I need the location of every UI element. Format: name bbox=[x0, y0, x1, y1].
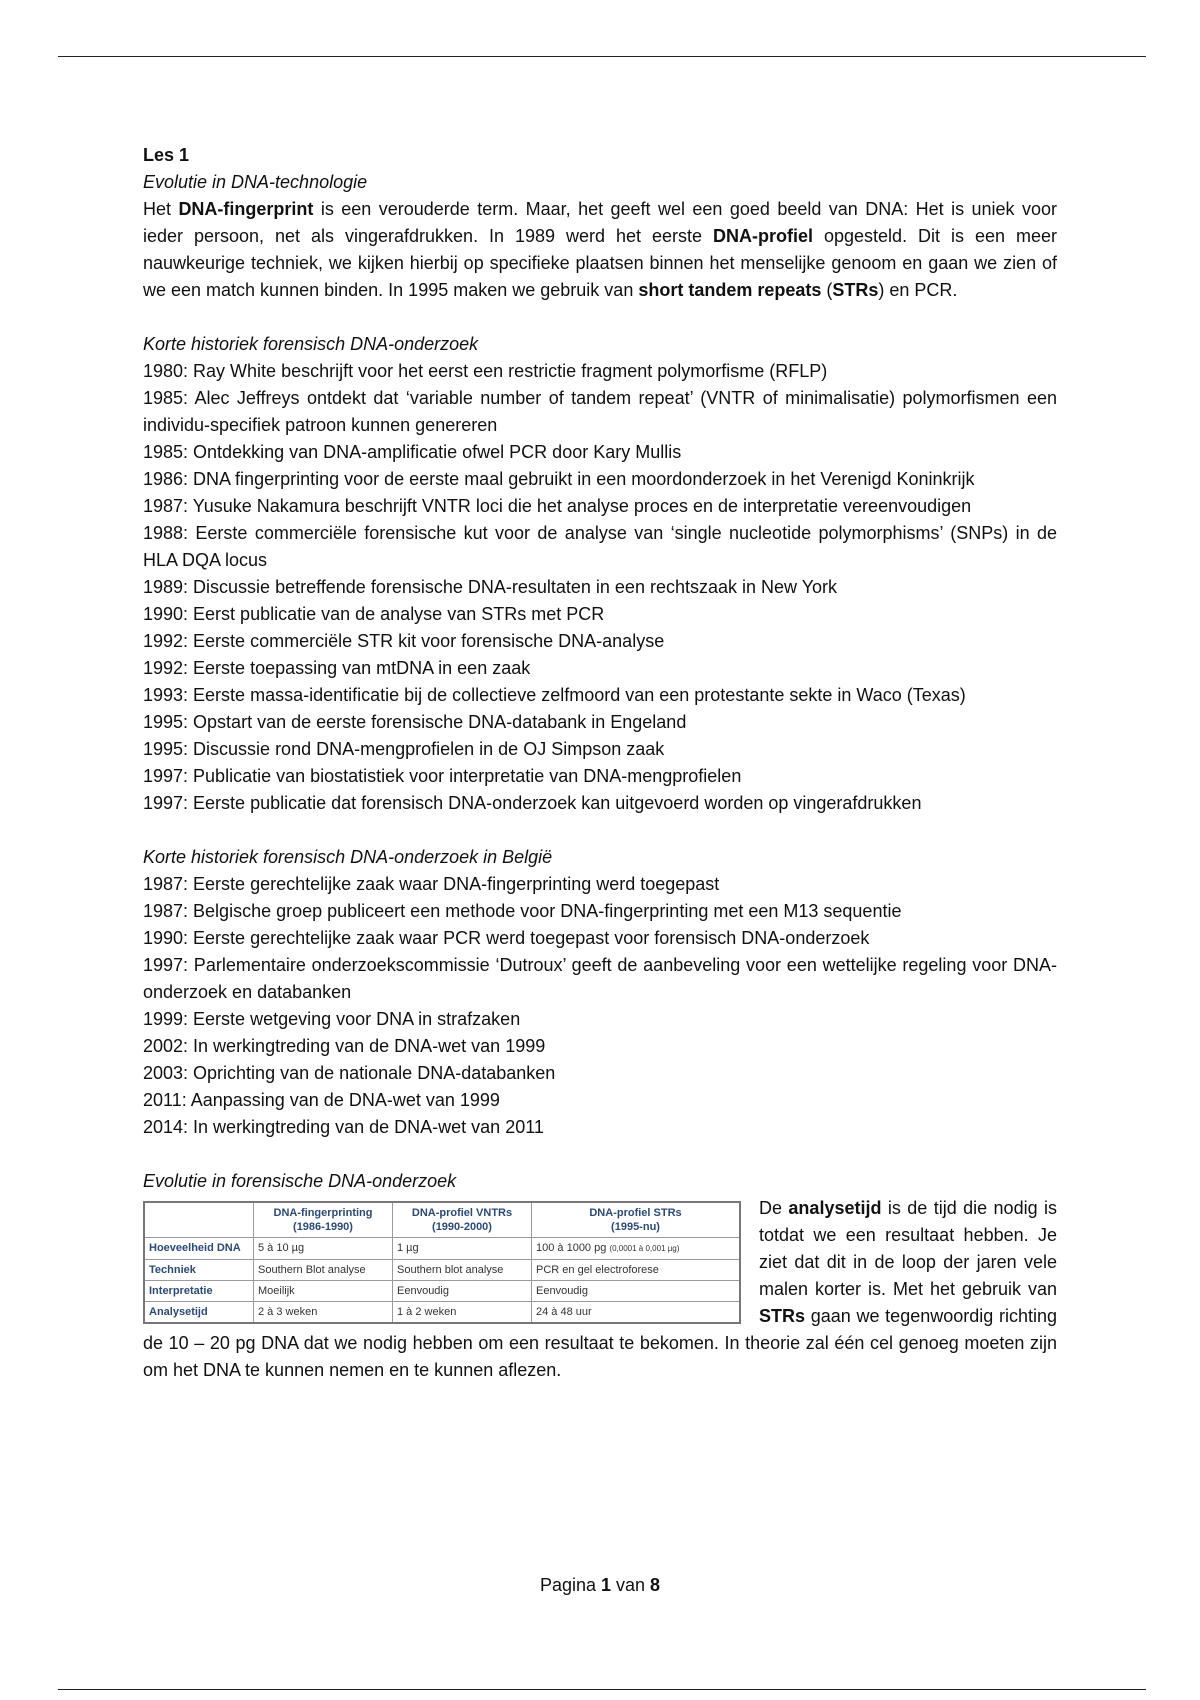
intro-bold-term: DNA-fingerprint bbox=[178, 199, 314, 219]
paragraph-bold-term: STRs bbox=[759, 1306, 806, 1326]
history-item: 1989: Discussie betreffende forensische DNA-resultaten in een rechtszaak in New York bbox=[143, 577, 838, 597]
table-cell: Southern blot analyse bbox=[393, 1260, 532, 1281]
comparison-table bbox=[143, 1201, 741, 1324]
history-title: Korte historiek forensisch DNA-onderzoek bbox=[143, 334, 479, 354]
table-cell: 1 µg bbox=[393, 1238, 532, 1260]
comparison-table-wrapper bbox=[143, 1201, 741, 1324]
belgium-item: 1999: Eerste wetgeving voor DNA in strafzaken bbox=[143, 1009, 521, 1029]
table-cell bbox=[532, 1238, 741, 1260]
table-cell: 24 à 48 uur bbox=[532, 1302, 741, 1324]
table-row-header: Techniek bbox=[144, 1260, 254, 1281]
table-cell: 2 à 3 weken bbox=[254, 1302, 393, 1324]
belgium-item: 1987: Belgische groep publiceert een methode voor DNA-fingerprinting met een M13 sequentie bbox=[143, 901, 902, 921]
header-text: DNA-profiel STRs bbox=[589, 1207, 682, 1219]
paragraph-text: gaan we tegenwoordig richting de 10 – 20 pg DNA dat we nodig hebben om een resultaat te bekomen. In theorie zal één cel genoeg moeten zijn om het DNA te kunnen nemen en te kunnen aflezen. bbox=[143, 1306, 1057, 1380]
total-pages-number: 8 bbox=[650, 1575, 661, 1595]
header-text: DNA-fingerprinting bbox=[273, 1207, 373, 1219]
table-row bbox=[144, 1238, 740, 1260]
history-item: 1995: Discussie rond DNA-mengprofielen in de OJ Simpson zaak bbox=[143, 739, 665, 759]
history-list bbox=[143, 358, 1057, 817]
table-column-header bbox=[532, 1202, 741, 1238]
history-item: 1992: Eerste commerciële STR kit voor forensische DNA-analyse bbox=[143, 631, 665, 651]
intro-text: Het bbox=[143, 199, 179, 219]
page-footer bbox=[0, 1575, 1200, 1596]
history-item: 1993: Eerste massa-identificatie bij de collectieve zelfmoord van een protestante sekte in Waco (Texas) bbox=[143, 685, 966, 705]
evolution-title: Evolutie in forensische DNA-onderzoek bbox=[143, 1171, 457, 1191]
table-cell: 1 à 2 weken bbox=[393, 1302, 532, 1324]
table-row bbox=[144, 1302, 740, 1324]
belgium-item: 1990: Eerste gerechtelijke zaak waar PCR werd toegepast voor forensisch DNA-onderzoek bbox=[143, 928, 870, 948]
intro-text: ( bbox=[821, 280, 833, 300]
belgium-item: 2002: In werkingtreding van de DNA-wet van 1999 bbox=[143, 1036, 546, 1056]
intro-text: ) en PCR. bbox=[878, 280, 958, 300]
table-cell: Eenvoudig bbox=[532, 1281, 741, 1302]
history-item: 1980: Ray White beschrijft voor het eerst een restrictie fragment polymorfisme (RFLP) bbox=[143, 361, 828, 381]
table-cell: Eenvoudig bbox=[393, 1281, 532, 1302]
history-item: 1997: Eerste publicatie dat forensisch DNA-onderzoek kan uitgevoerd worden op vingerafdrukken bbox=[143, 793, 922, 813]
table-row-header: Interpretatie bbox=[144, 1281, 254, 1302]
history-item: 1987: Yusuke Nakamura beschrijft VNTR loci die het analyse proces en de interpretatie vereenvoudigen bbox=[143, 496, 972, 516]
header-rule bbox=[58, 56, 1146, 57]
table-header-row bbox=[144, 1202, 740, 1238]
intro-bold-term: STRs bbox=[832, 280, 879, 300]
document-body bbox=[143, 142, 1057, 1384]
table-cell: 5 à 10 µg bbox=[254, 1238, 393, 1260]
spacer bbox=[143, 304, 1057, 331]
current-page-number: 1 bbox=[601, 1575, 612, 1595]
cell-text: 100 à 1000 pg bbox=[536, 1242, 607, 1254]
table-cell: PCR en gel electroforese bbox=[532, 1260, 741, 1281]
table-cell: Moeilijk bbox=[254, 1281, 393, 1302]
header-text: DNA-profiel VNTRs bbox=[411, 1207, 513, 1219]
table-corner-cell bbox=[144, 1202, 254, 1238]
belgium-list bbox=[143, 871, 1057, 1141]
intro-paragraph bbox=[143, 196, 1057, 304]
history-item: 1986: DNA fingerprinting voor de eerste maal gebruikt in een moordonderzoek in het Verenigd Koninkrijk bbox=[143, 469, 975, 489]
spacer bbox=[143, 1141, 1057, 1168]
belgium-item: 2011: Aanpassing van de DNA-wet van 1999 bbox=[143, 1090, 500, 1110]
intro-text: is een verouderde term. Maar, het geeft wel een goed beeld van DNA: Het is uniek voor ieder persoon, net als vingerafdrukken. In 1989 werd het eerste bbox=[143, 199, 1057, 246]
history-item: 1990: Eerst publicatie van de analyse van STRs met PCR bbox=[143, 604, 605, 624]
header-text: (1986-1990) bbox=[293, 1221, 353, 1233]
footer-text: Pagina bbox=[539, 1575, 601, 1595]
footer-text: van bbox=[611, 1575, 651, 1595]
footer-rule bbox=[58, 1689, 1146, 1690]
intro-bold-term: DNA-profiel bbox=[713, 226, 814, 246]
spacer bbox=[143, 817, 1057, 844]
table-row bbox=[144, 1260, 740, 1281]
table-column-header bbox=[393, 1202, 532, 1238]
table-row-header: Hoeveelheid DNA bbox=[144, 1238, 254, 1260]
history-item: 1995: Opstart van de eerste forensische DNA-databank in Engeland bbox=[143, 712, 687, 732]
section-subtitle: Evolutie in DNA-technologie bbox=[143, 172, 368, 192]
intro-text: opgesteld. Dit is een meer nauwkeurige techniek, we kijken hierbij op specifieke plaatsen binnen het menselijke genoom en gaan we zien of we een match kunnen binden. In 1995 maken we gebruik van bbox=[143, 226, 1057, 300]
header-text: (1990-2000) bbox=[432, 1221, 492, 1233]
history-item: 1985: Alec Jeffreys ontdekt dat ‘variable number of tandem repeat’ (VNTR of minimalisatie) polymorfismen een individu-specifiek patroon kunnen genereren bbox=[143, 388, 1057, 435]
belgium-item: 2014: In werkingtreding van de DNA-wet van 2011 bbox=[143, 1117, 544, 1137]
paragraph-text: De bbox=[759, 1198, 789, 1218]
table-row-header: Analysetijd bbox=[144, 1302, 254, 1324]
history-item: 1997: Publicatie van biostatistiek voor interpretatie van DNA-mengprofielen bbox=[143, 766, 742, 786]
table-cell: Southern Blot analyse bbox=[254, 1260, 393, 1281]
lesson-heading: Les 1 bbox=[143, 145, 190, 165]
paragraph-bold-term: analysetijd bbox=[788, 1198, 882, 1218]
history-item: 1988: Eerste commerciële forensische kut voor de analyse van ‘single nucleotide polymorphisms’ (SNPs) in de HLA DQA locus bbox=[143, 523, 1057, 570]
intro-bold-term: short tandem repeats bbox=[638, 280, 822, 300]
belgium-item: 1997: Parlementaire onderzoekscommissie ‘Dutroux’ geeft de aanbeveling voor een wettelijke regeling voor DNA-onderzoek en databanken bbox=[143, 955, 1057, 1002]
belgium-title: Korte historiek forensisch DNA-onderzoek in België bbox=[143, 847, 553, 867]
paragraph-text: is de tijd die nodig is totdat we een resultaat hebben. Je ziet dat dit in de loop der jaren vele malen korter is. Met het gebruik van bbox=[759, 1198, 1057, 1299]
cell-note: (0,0001 à 0,001 µg) bbox=[609, 1244, 680, 1253]
history-item: 1992: Eerste toepassing van mtDNA in een zaak bbox=[143, 658, 531, 678]
history-item: 1985: Ontdekking van DNA-amplificatie ofwel PCR door Kary Mullis bbox=[143, 442, 682, 462]
table-row bbox=[144, 1281, 740, 1302]
belgium-item: 2003: Oprichting van de nationale DNA-databanken bbox=[143, 1063, 556, 1083]
table-column-header bbox=[254, 1202, 393, 1238]
belgium-item: 1987: Eerste gerechtelijke zaak waar DNA-fingerprinting werd toegepast bbox=[143, 874, 720, 894]
header-text: (1995-nu) bbox=[611, 1221, 660, 1233]
